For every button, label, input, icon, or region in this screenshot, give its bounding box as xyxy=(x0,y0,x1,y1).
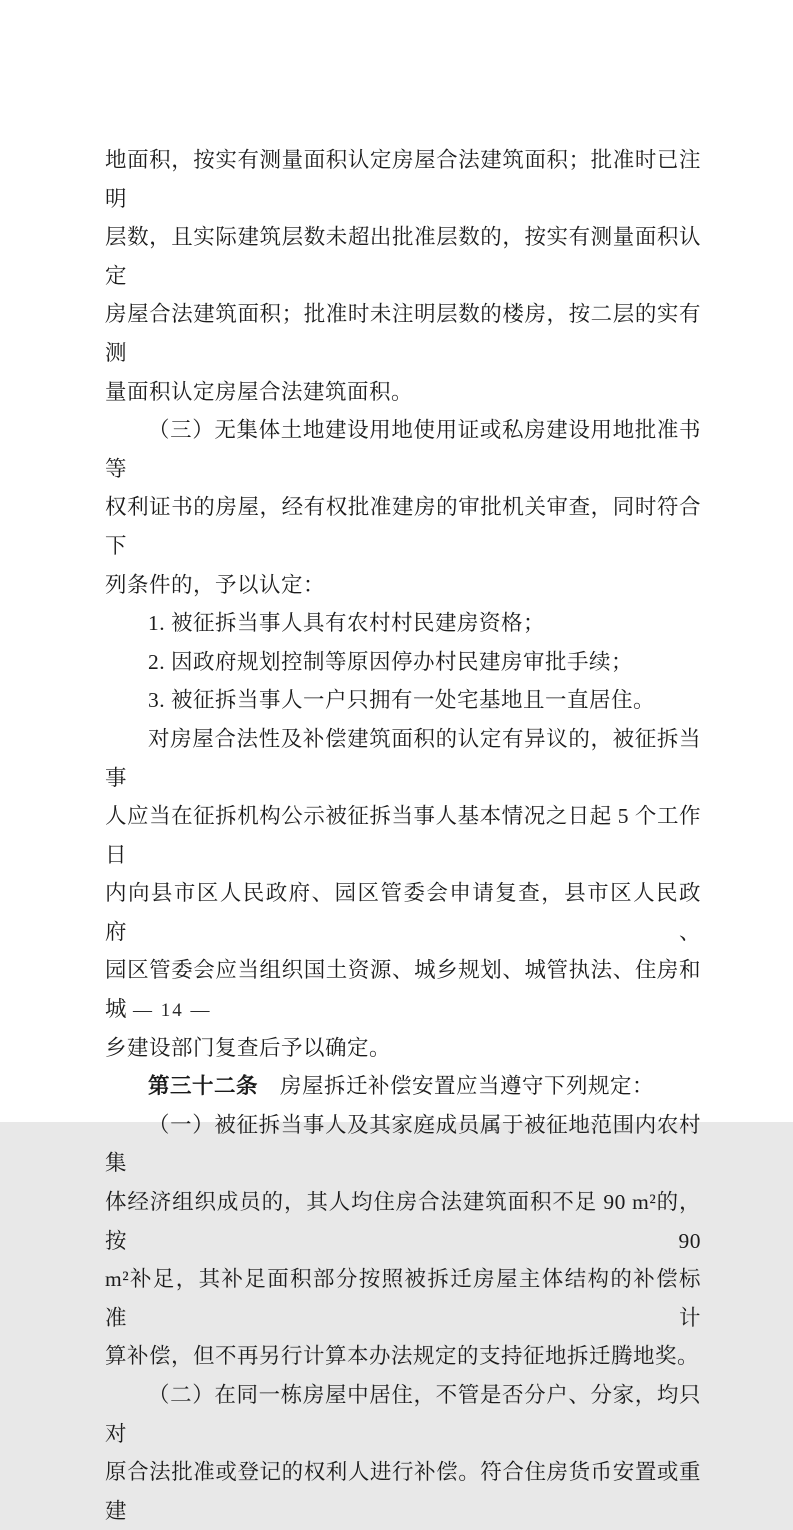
text-line: （二）在同一栋房屋中居住，不管是否分户、分家，均只对 xyxy=(105,1383,701,1446)
text-line: 人应当在征拆机构公示被征拆当事人基本情况之日起 5 个工作日 xyxy=(105,804,701,867)
article-heading-text: 房屋拆迁补偿安置应当遵守下列规定： xyxy=(258,1074,655,1099)
list-item-line: 1. 被征拆当事人具有农村村民建房资格； xyxy=(148,611,546,636)
text-line: （三）无集体土地建设用地使用证或私房建设用地批准书等 xyxy=(105,418,701,481)
text-line: 原合法批准或登记的权利人进行补偿。符合住房货币安置或重建 xyxy=(105,1460,701,1523)
text-line: 量面积认定房屋合法建筑面积。 xyxy=(105,379,414,404)
text-line: 对房屋合法性及补偿建筑面积的认定有异议的，被征拆当事 xyxy=(105,726,701,790)
text-line: 房屋合法建筑面积；批准时未注明层数的楼房，按二层的实有测 xyxy=(105,302,701,365)
text-line: 内向县市区人民政府、园区管委会申请复查，县市区人民政府、 xyxy=(105,881,701,944)
text-line: （一）被征拆当事人及其家庭成员属于被征地范围内农村集 xyxy=(105,1112,701,1176)
article-heading-line xyxy=(105,1067,701,1106)
text-line: 层数，且实际建筑层数未超出批准层数的，按实有测量面积认定 xyxy=(105,225,701,288)
text-line: 地面积，按实有测量面积认定房屋合法建筑面积；批准时已注明 xyxy=(105,148,701,211)
page-number: — 14 — xyxy=(133,1000,212,1021)
text-line: 乡建设部门复查后予以确定。 xyxy=(105,1035,392,1060)
list-item-line: 3. 被征拆当事人一户只拥有一处宅基地且一直居住。 xyxy=(148,688,656,713)
text-line: 园区管委会应当组织国土资源、城乡规划、城管执法、住房和城 xyxy=(105,958,701,1022)
article-number: 第三十二条 xyxy=(148,1074,259,1099)
text-line: 权利证书的房屋，经有权批准建房的审批机关审查，同时符合下 xyxy=(105,495,701,558)
list-item-line: 2. 因政府规划控制等原因停办村民建房审批手续； xyxy=(148,649,634,674)
text-line: 体经济组织成员的，其人均住房合法建筑面积不足 90 m²的，按 90 xyxy=(105,1190,701,1253)
text-line: m²补足，其补足面积部分按照被拆迁房屋主体结构的补偿标准计 xyxy=(105,1267,701,1330)
document-body xyxy=(105,141,701,1530)
text-line: 算补偿，但不再另行计算本办法规定的支持征地拆迁腾地奖。 xyxy=(105,1344,700,1369)
text-line: 列条件的，予以认定： xyxy=(105,572,326,597)
